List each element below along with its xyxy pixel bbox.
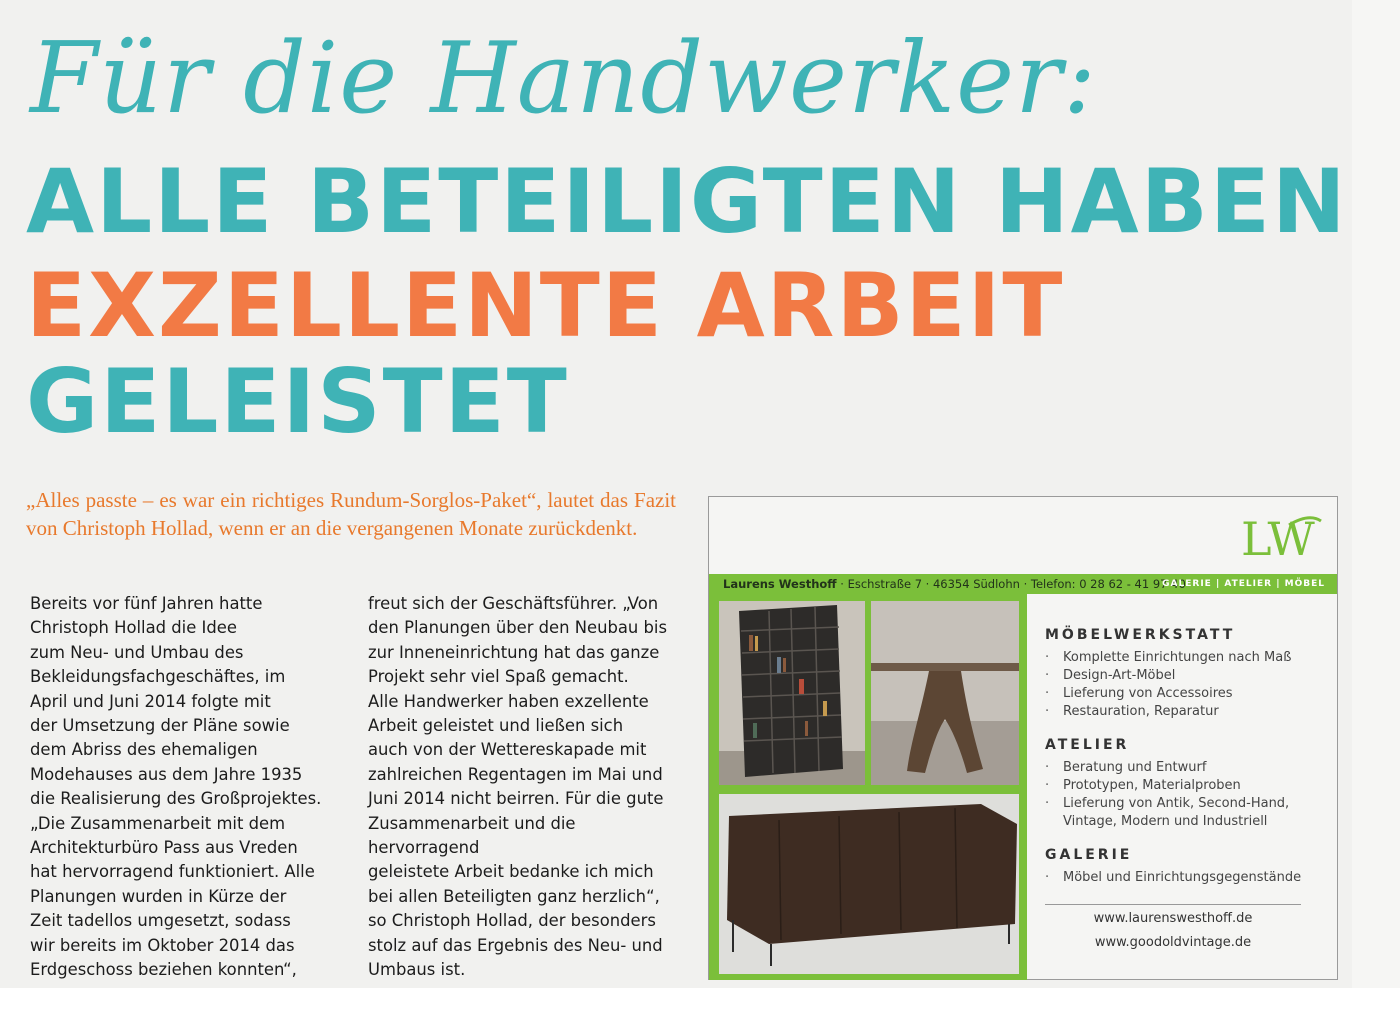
article-column-2: freut sich der Geschäftsführer. „Von den Planungen über den Neubau bis zur Inneneinrichtung hat das ganze Projekt sehr viel Spaß gemacht. Alle Handwerker haben exzellente Arbeit geleistet und ließen sich auch von der Wettereskapade mit zahlreichen Regentagen im Mai und Juni 2014 nicht beirren. Für die gute Zusammenarbeit und die hervorragend geleistete Arbeit bedanke ich mich bei allen Beteiligten ganz herzlich“, so Christoph Hollad, der besonders stolz auf das Ergebnis des Neu- und Umbaus ist. xyxy=(368,594,668,980)
list-item: · Möbel und Einrichtungsgegenstände xyxy=(1045,869,1305,887)
list-item: · Design-Art-Möbel xyxy=(1045,667,1305,685)
ad-tags: GALERIE | ATELIER | MÖBEL xyxy=(1162,579,1325,589)
headline-line-1: ALLE BETEILIGTEN HABEN xyxy=(26,150,1348,253)
lw-logo xyxy=(1239,511,1325,567)
table-floor xyxy=(871,721,1019,785)
contact-info xyxy=(723,574,1186,594)
website-link-2: www.goodoldvintage.de xyxy=(1094,935,1252,950)
headline-line-3: GELEISTET xyxy=(26,350,569,453)
page-bottom-edge xyxy=(0,988,1400,1032)
bookshelf-photo xyxy=(719,601,865,785)
sideboard-body xyxy=(727,804,1017,944)
contact-name: Laurens Westhoff xyxy=(723,577,837,591)
website-link-1: www.laurenswesthoff.de xyxy=(1093,911,1253,926)
article-kicker: Für die Handwerker: xyxy=(30,22,1098,136)
photo-collage xyxy=(709,594,1027,980)
table-top xyxy=(871,663,1019,671)
section-atelier-title: ATELIER xyxy=(1045,737,1130,753)
list-item: · Beratung und Entwurf xyxy=(1045,759,1305,777)
section-galerie-list xyxy=(1045,869,1305,887)
section-moebelwerkstatt-list xyxy=(1045,649,1305,721)
list-item: · Komplette Einrichtungen nach Maß xyxy=(1045,649,1305,667)
article-lead: „Alles passte – es war ein richtiges Rundum-Sorglos-Paket“, lautet das Fazit von Christoph Hollad, wenn er an die vergangenen Monate zurückdenkt. xyxy=(26,488,676,540)
contact-address: · Eschstraße 7 · 46354 Südlohn · Telefon: 0 28 62 - 41 97 40 xyxy=(836,577,1186,591)
section-moebelwerkstatt-title: MÖBELWERKSTATT xyxy=(1045,627,1236,643)
section-galerie-title: GALERIE xyxy=(1045,847,1133,863)
sideboard-photo xyxy=(719,794,1019,974)
list-item: · Prototypen, Materialproben xyxy=(1045,777,1305,795)
ad-services xyxy=(1045,627,1305,903)
section-atelier-list xyxy=(1045,759,1305,831)
list-item: · Lieferung von Antik, Second-Hand, Vintage, Modern und Industriell xyxy=(1045,795,1305,831)
advertisement xyxy=(708,496,1338,980)
table-photo xyxy=(871,601,1019,785)
list-item: · Restauration, Reparatur xyxy=(1045,703,1305,721)
headline-line-2: EXZELLENTE ARBEIT xyxy=(26,254,1065,357)
list-item: · Lieferung von Accessoires xyxy=(1045,685,1305,703)
ad-divider xyxy=(1045,904,1301,905)
article-column-1: Bereits vor fünf Jahren hatte Christoph Hollad die Idee zum Neu- und Umbau des Bekleidungsfachgeschäftes, im April und Juni 2014 folgte mit der Umsetzung der Pläne sowie dem Abriss des ehemaligen Modehauses aus dem Jahre 1935 die Realisierung des Großprojektes. „Die Zusammenarbeit mit dem Architekturbüro Pass aus Vreden hat hervorragend funktioniert. Alle Planungen wurden in Kürze der Zeit tadellos umgesetzt, sodass wir bereits im Oktober 2014 das Erdgeschoss beziehen konnten“, xyxy=(30,594,322,980)
contact-bar xyxy=(709,574,1337,594)
page-margin xyxy=(1352,0,1400,988)
logo-text: LW xyxy=(1241,512,1315,566)
